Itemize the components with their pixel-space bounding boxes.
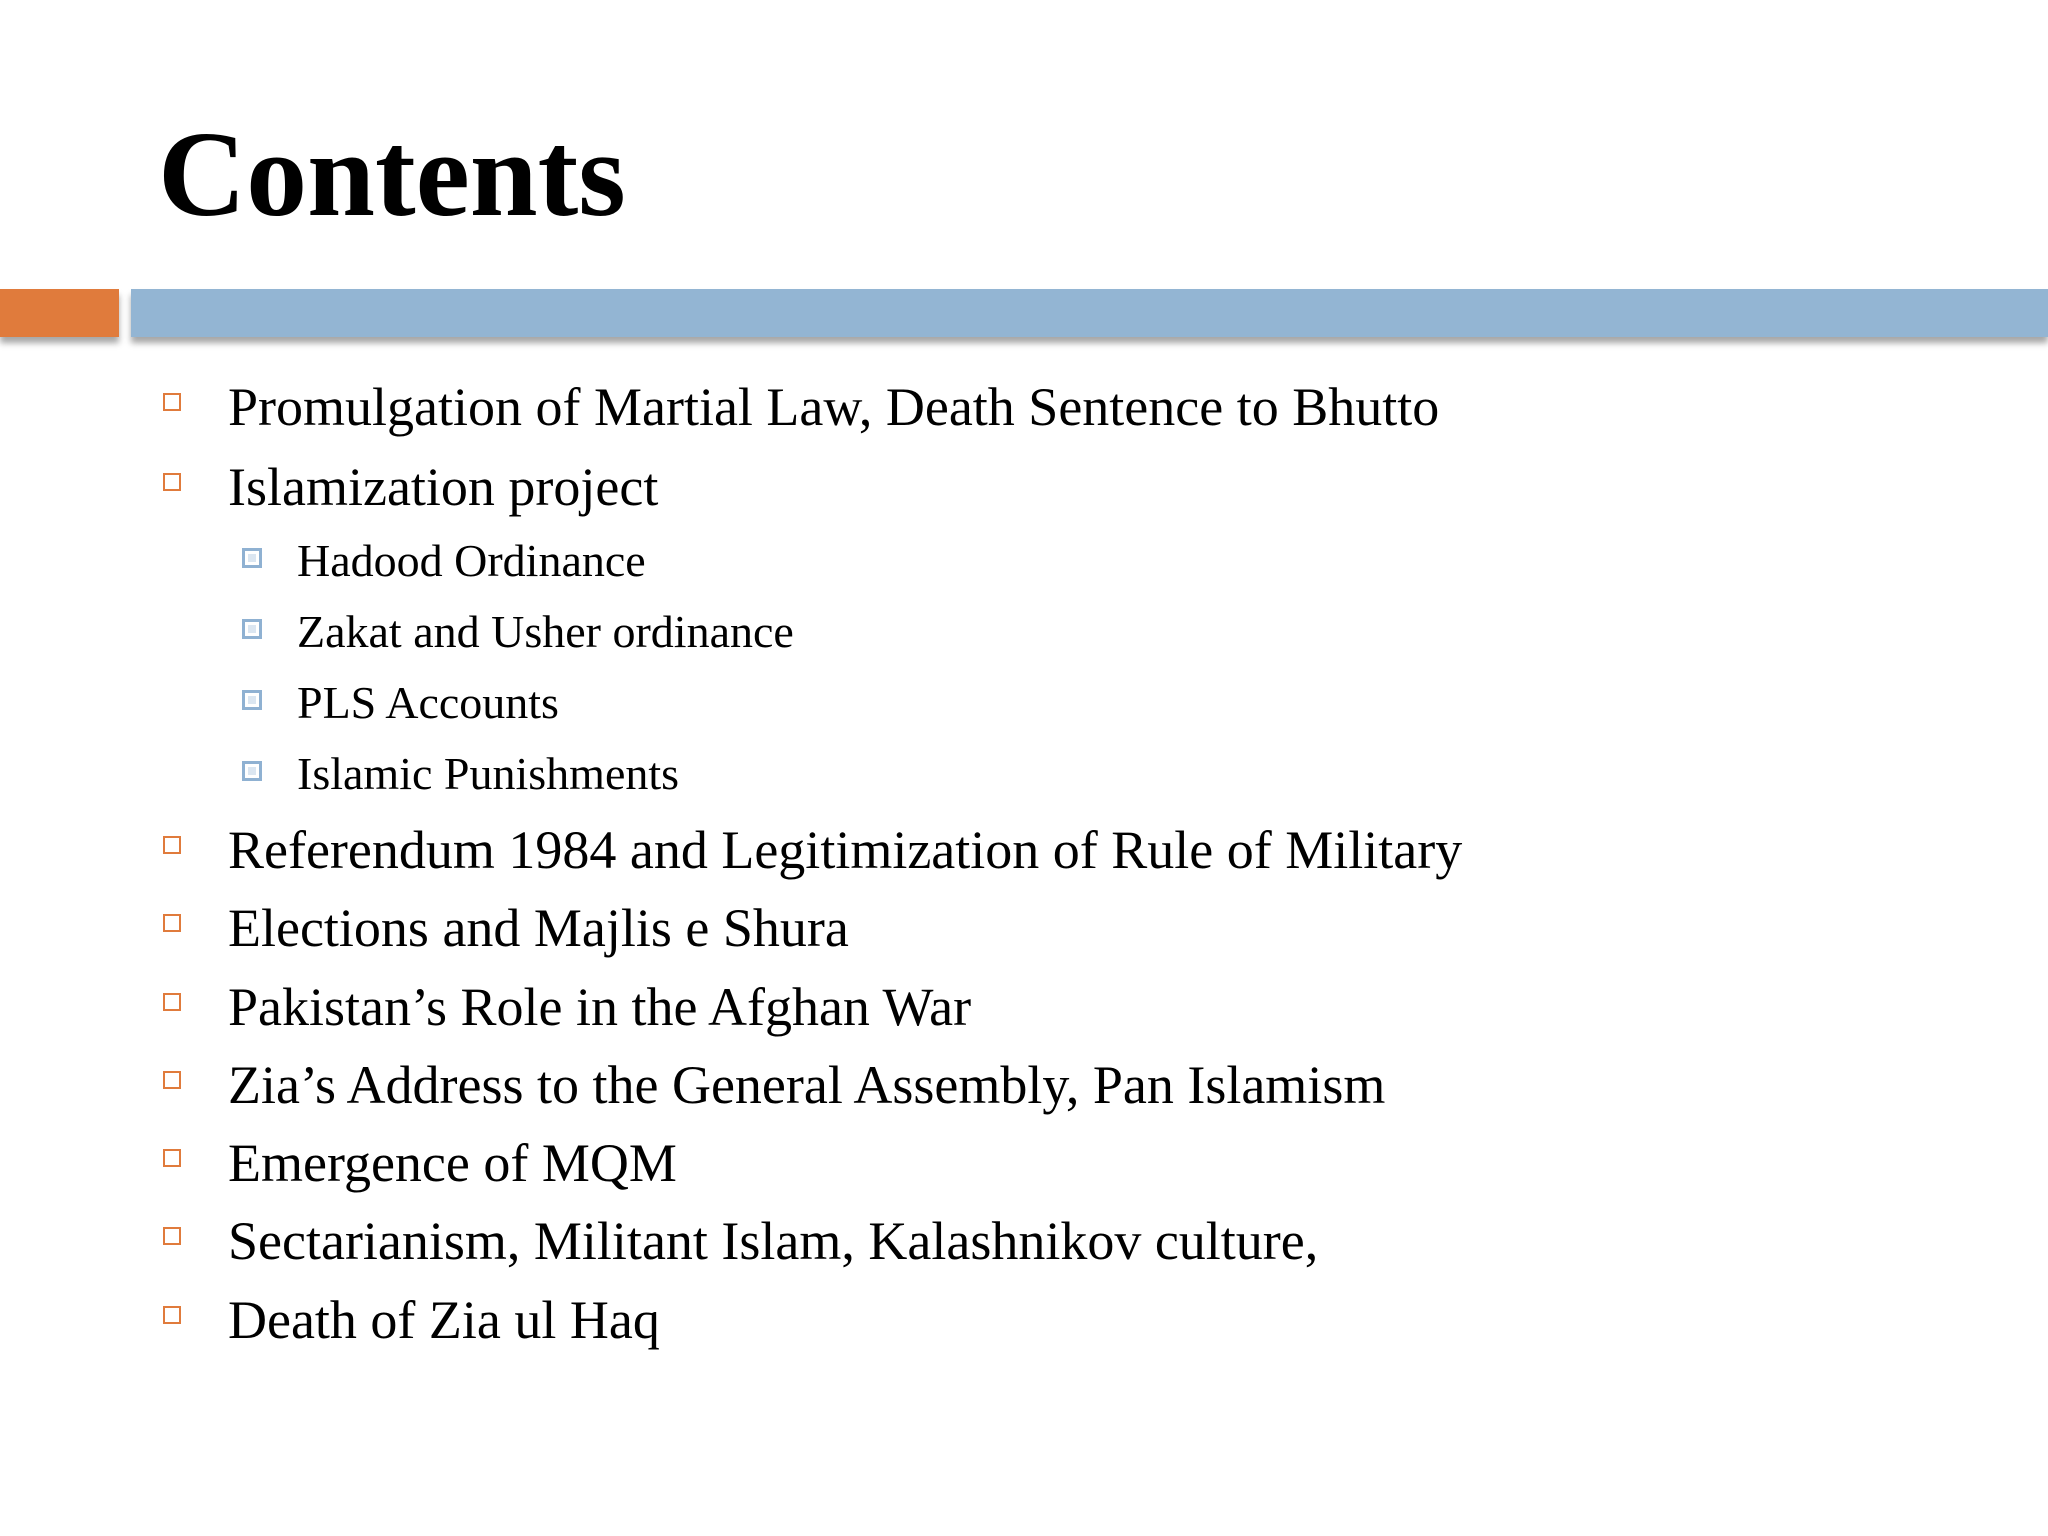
list-item-text: Referendum 1984 and Legitimization of Rule of Military	[228, 820, 1463, 880]
square-bullet-icon	[163, 393, 181, 411]
square-bullet-icon	[163, 836, 181, 854]
square-bullet-icon	[163, 1227, 181, 1245]
list-item-text: Sectarianism, Militant Islam, Kalashnikov culture,	[228, 1211, 1319, 1271]
square-bullet-icon	[242, 761, 262, 781]
slide-title: Contents	[158, 107, 626, 242]
square-bullet-icon	[163, 473, 181, 491]
list-item-text: Death of Zia ul Haq	[228, 1290, 660, 1350]
list-item-text: PLS Accounts	[297, 677, 559, 728]
list-item-text: Islamization project	[228, 457, 659, 517]
list-item-text: Pakistan’s Role in the Afghan War	[228, 977, 972, 1037]
square-bullet-icon	[163, 993, 181, 1011]
square-bullet-icon	[163, 1149, 181, 1167]
square-bullet-icon	[242, 548, 262, 568]
list-item-text: Zakat and Usher ordinance	[297, 606, 794, 657]
square-bullet-icon	[163, 1071, 181, 1089]
list-item-text: Hadood Ordinance	[297, 535, 646, 586]
square-bullet-icon	[163, 914, 181, 932]
square-bullet-icon	[163, 1306, 181, 1324]
list-item-text: Islamic Punishments	[297, 748, 680, 799]
list-item-text: Promulgation of Martial Law, Death Sentence to Bhutto	[228, 377, 1440, 437]
list-item-text: Elections and Majlis e Shura	[228, 898, 849, 958]
square-bullet-icon	[242, 619, 262, 639]
list-item-text: Zia’s Address to the General Assembly, Pan Islamism	[228, 1055, 1386, 1115]
list-item-text: Emergence of MQM	[228, 1133, 677, 1193]
square-bullet-icon	[242, 690, 262, 710]
